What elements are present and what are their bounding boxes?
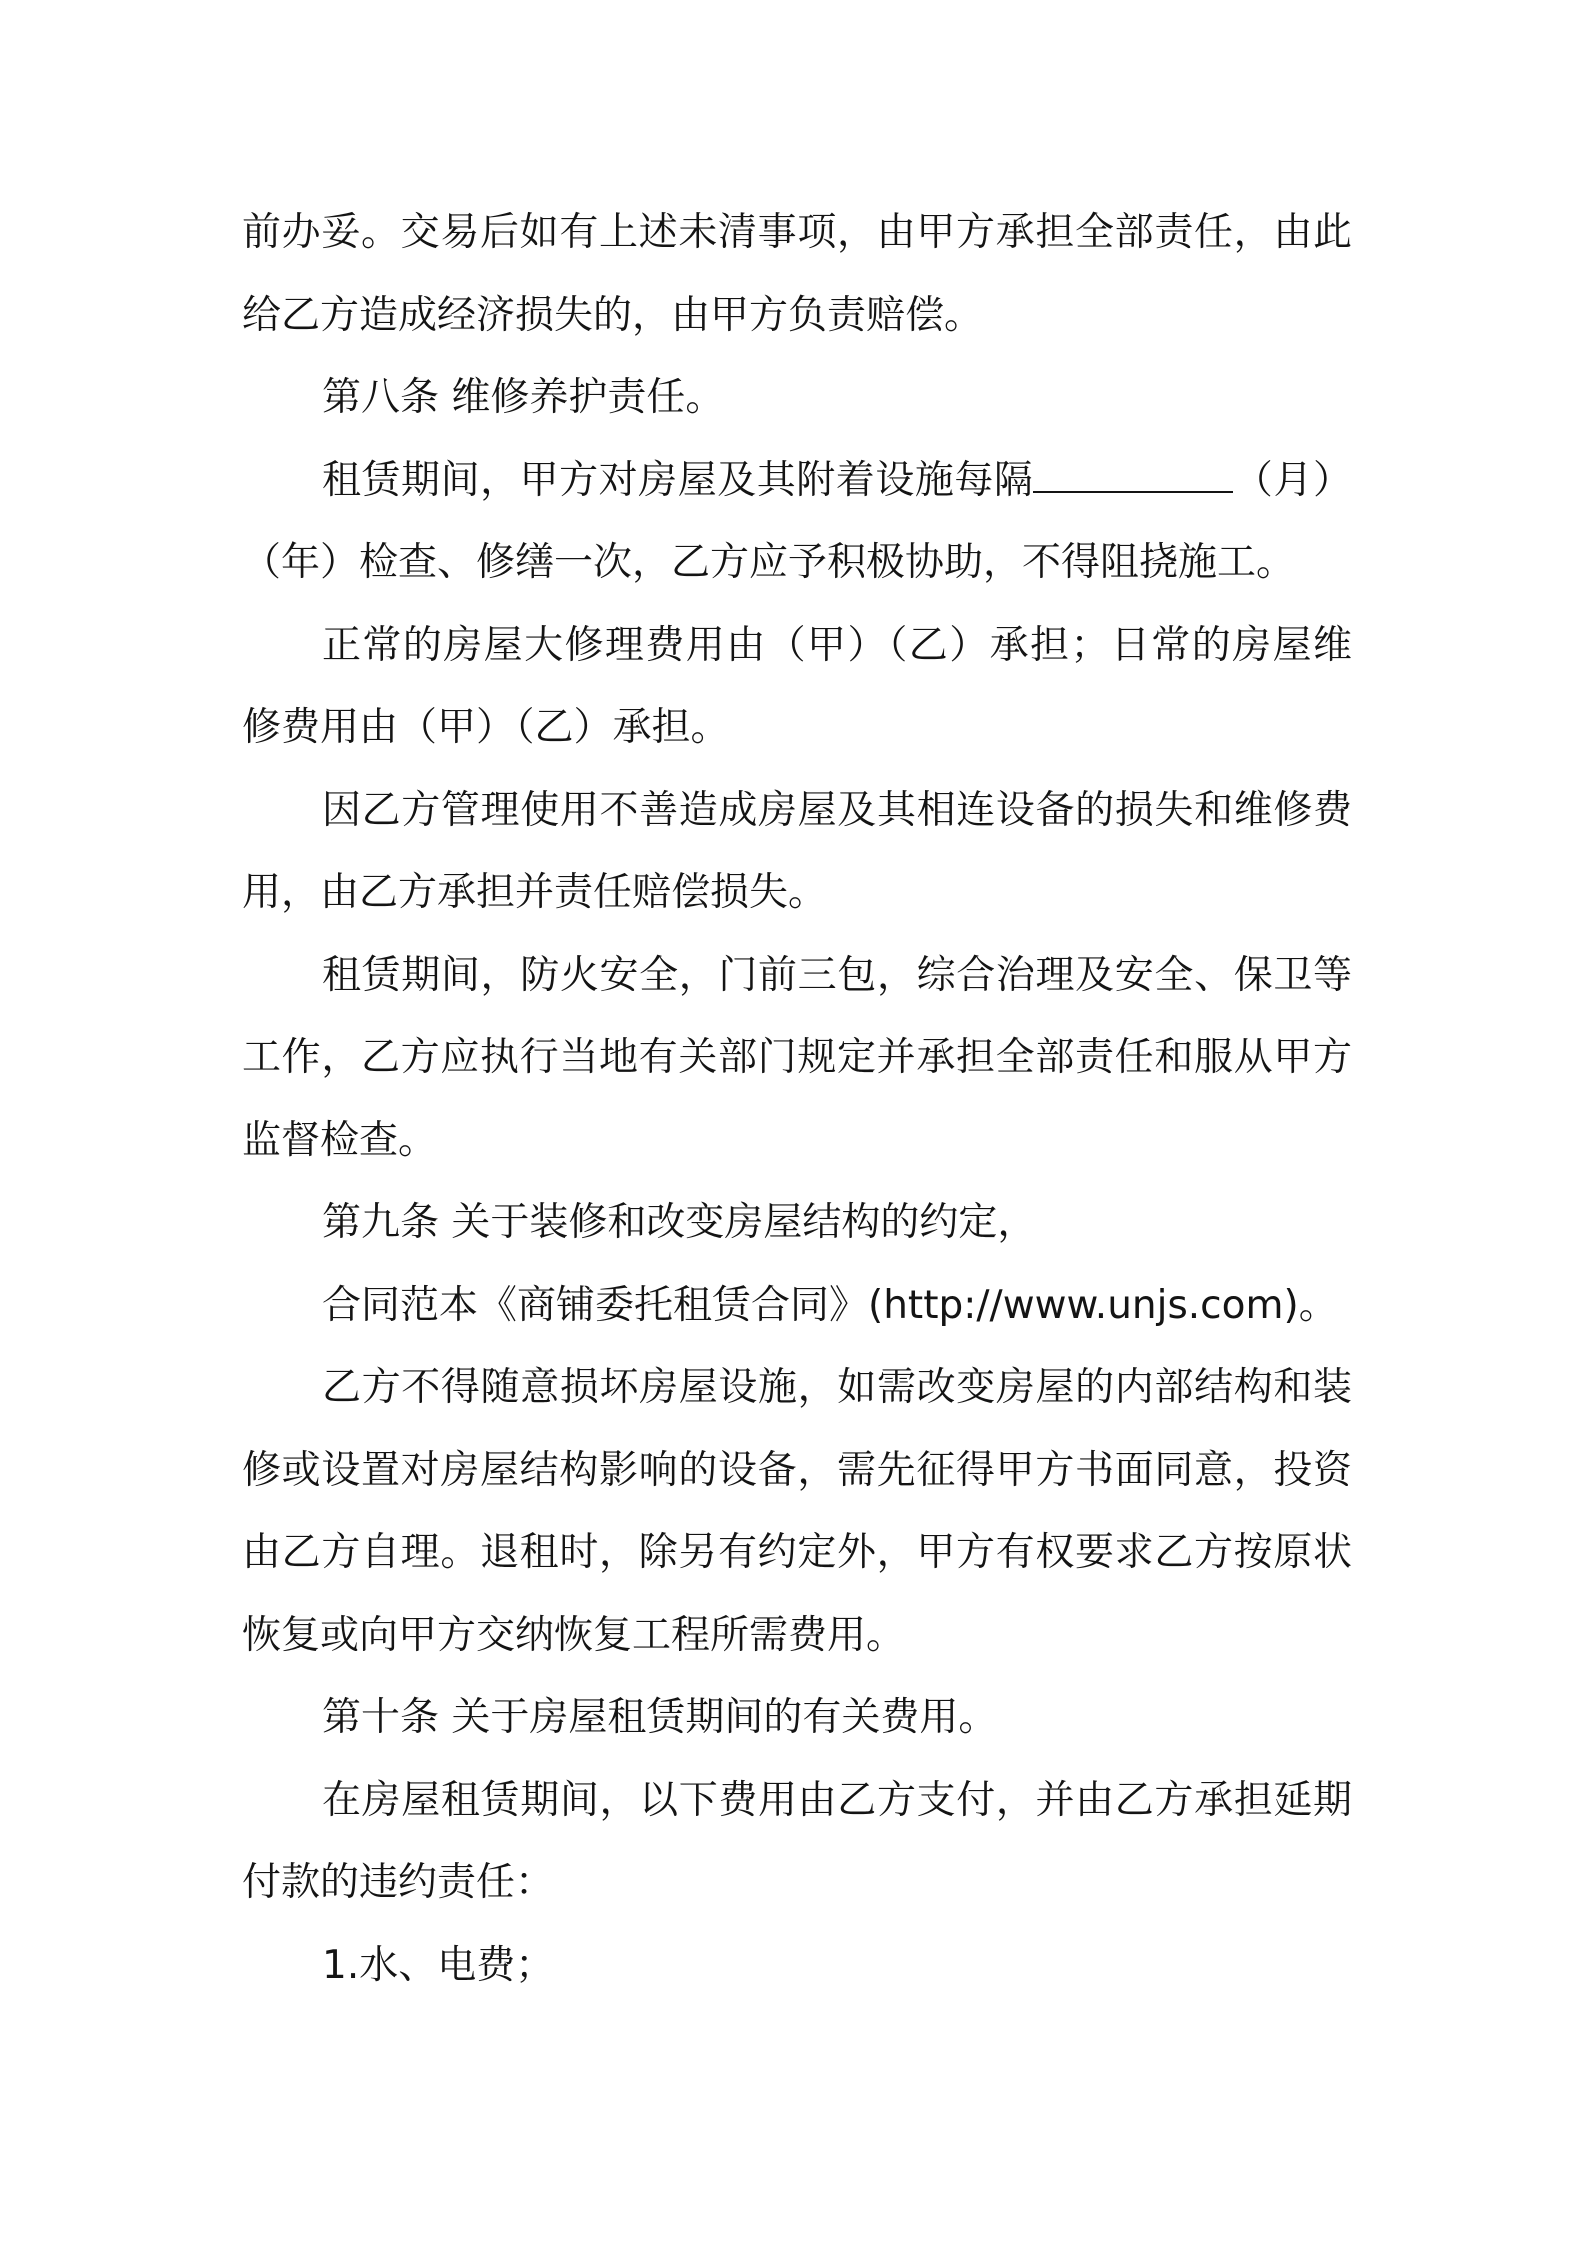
paragraph-inspection-lead: 租赁期间，甲方对房屋及其附着设施每隔: [322, 457, 1034, 503]
paragraph-inspection: [242, 440, 1352, 605]
document-body: [242, 192, 1352, 2007]
paragraph-inspection-tail: （月）（年）检查、修缮一次，乙方应予积极协助，不得阻挠施工。: [242, 457, 1352, 585]
paragraph-renovation: 乙方不得随意损坏房屋设施，如需改变房屋的内部结构和装修或设置对房屋结构影响的设备，需先征得甲方书面同意，投资由乙方自理。退租时，除另有约定外，甲方有权要求乙方按原状恢复或向甲方交纳恢复工程所需费用。: [242, 1365, 1352, 1658]
fill-in-blank: [1033, 461, 1233, 493]
paragraph-contract-template: 合同范本《商铺委托租赁合同》(http://www.unjs.com)。: [322, 1282, 1338, 1328]
paragraph-fees: 在房屋租赁期间，以下费用由乙方支付，并由乙方承担延期付款的违约责任：: [242, 1777, 1352, 1905]
paragraph-fire-safety: 租赁期间，防火安全，门前三包，综合治理及安全、保卫等工作，乙方应执行当地有关部门规定并承担全部责任和服从甲方监督检查。: [242, 952, 1352, 1163]
list-item-utilities: 1.水、电费；: [322, 1942, 555, 1988]
paragraph-continuation: 前办妥。交易后如有上述未清事项，由甲方承担全部责任，由此给乙方造成经济损失的，由甲方负责赔偿。: [242, 210, 1352, 338]
article-9-heading: 第九条 关于装修和改变房屋结构的约定，: [322, 1200, 1037, 1245]
article-8-heading: 第八条 维修养护责任。: [322, 375, 725, 420]
paragraph-repair-costs: 正常的房屋大修理费用由（甲）（乙）承担；日常的房屋维修费用由（甲）（乙）承担。: [242, 622, 1352, 750]
article-10-heading: 第十条 关于房屋租赁期间的有关费用。: [322, 1695, 998, 1740]
paragraph-damage-liability: 因乙方管理使用不善造成房屋及其相连设备的损失和维修费用，由乙方承担并责任赔偿损失。: [242, 787, 1352, 915]
